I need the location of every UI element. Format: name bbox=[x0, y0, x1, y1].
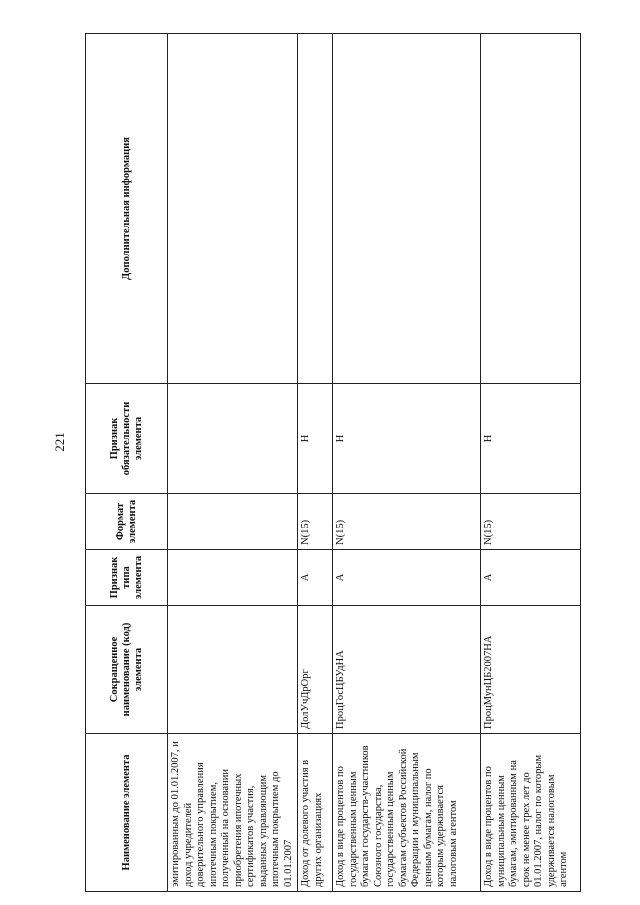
cell-type: А bbox=[333, 550, 481, 606]
cell-info bbox=[298, 34, 333, 384]
header-info: Дополнительная информация bbox=[86, 34, 168, 384]
cell-name: эмитированным до 01.01.2007, и доход учредителей доверительного управления ипотечным покрытием, полученный на основании приобретения ипотечных сертификатов участия, выданных управляющим ипотечным покрытием до 01.01.2007 bbox=[168, 734, 298, 892]
cell-type bbox=[168, 550, 298, 606]
cell-short-name: ПроцМунЦБ2007НА bbox=[481, 606, 581, 734]
cell-name: Доход от долевого участия в других организациях bbox=[298, 734, 333, 892]
cell-short-name bbox=[168, 606, 298, 734]
cell-required: Н bbox=[298, 384, 333, 494]
table-row bbox=[333, 34, 481, 892]
header-format: Формат элемента bbox=[86, 494, 168, 550]
header-name: Наименование элемента bbox=[86, 734, 168, 892]
table-row bbox=[298, 34, 333, 892]
cell-short-name: ДолУчДрОрг bbox=[298, 606, 333, 734]
header-type: Признак типа элемента bbox=[86, 550, 168, 606]
cell-type: А bbox=[481, 550, 581, 606]
cell-info bbox=[481, 34, 581, 384]
cell-required: Н bbox=[333, 384, 481, 494]
cell-info bbox=[333, 34, 481, 384]
cell-type: А bbox=[298, 550, 333, 606]
table-header-row bbox=[86, 34, 168, 892]
table-row bbox=[168, 34, 298, 892]
cell-format bbox=[168, 494, 298, 550]
cell-format: N(15) bbox=[333, 494, 481, 550]
cell-name: Доход в виде процентов по муниципальным ценным бумагам, эмитированным на срок не менее трех лет до 01.01.2007, налог по которым удерживается налоговым агентом bbox=[481, 734, 581, 892]
header-short-name: Сокращенное наименование (код) элемента bbox=[86, 606, 168, 734]
page-number: 221 bbox=[52, 432, 67, 452]
cell-required bbox=[168, 384, 298, 494]
table-row bbox=[481, 34, 581, 892]
cell-name: Доход в виде процентов по государственным ценным бумагам государств-участников Союзного государства, государственным ценным бумагам субъектов Российской Федерации и муниципальным ценным бумагам, налог по которым удерживается налоговым агентом bbox=[333, 734, 481, 892]
header-required: Признак обязательности элемента bbox=[86, 384, 168, 494]
table-container bbox=[85, 34, 569, 892]
cell-required: Н bbox=[481, 384, 581, 494]
elements-table bbox=[85, 33, 581, 892]
cell-short-name: ПроцГосЦБУдНА bbox=[333, 606, 481, 734]
cell-info bbox=[168, 34, 298, 384]
cell-format: N(15) bbox=[298, 494, 333, 550]
cell-format: N(15) bbox=[481, 494, 581, 550]
